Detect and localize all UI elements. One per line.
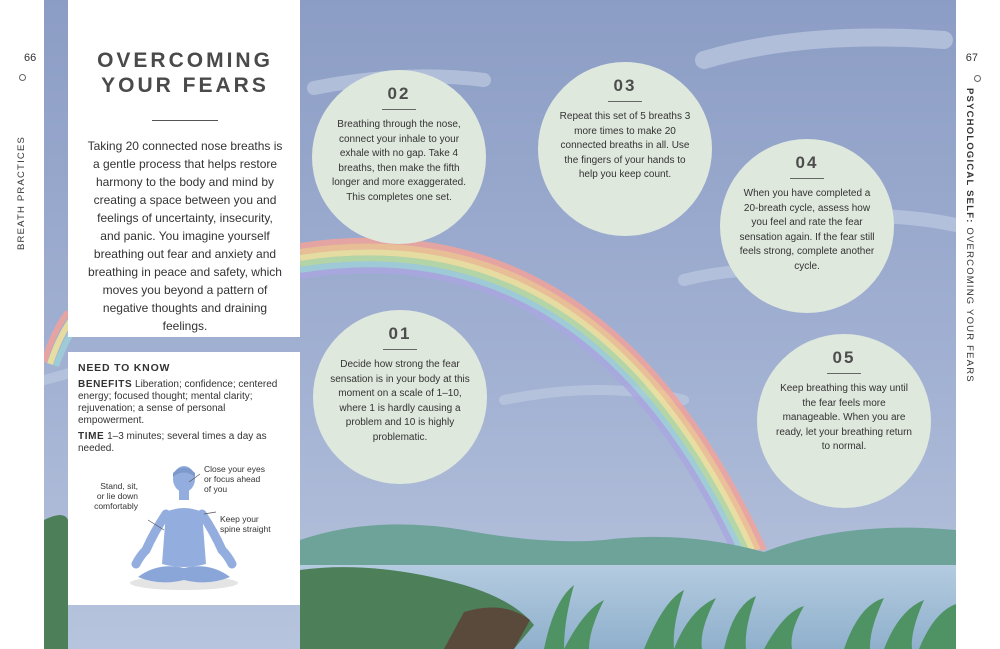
- step-text: Breathing through the nose, connect your inhale to your exhale with no gap. Take 4 breaths, then make the fifth longer and more exaggerated. This completes one set.: [332, 119, 466, 203]
- right-margin: [956, 0, 1000, 649]
- need-to-know-panel: [68, 352, 300, 605]
- running-head-right-text: [964, 88, 975, 383]
- left-hillside: [44, 515, 68, 649]
- step-number: 02: [387, 84, 411, 103]
- step-text: Repeat this set of 5 breaths 3 more times to make 20 connected breaths in all. Use the fingers of your hands to help you keep count.: [559, 111, 691, 180]
- step-number: 01: [388, 324, 412, 343]
- time-label: TIME: [78, 431, 105, 442]
- bullet-circle-icon: [974, 75, 981, 82]
- step-number: 03: [613, 76, 637, 95]
- step-divider: [608, 101, 642, 102]
- step-circle-05: [757, 334, 931, 508]
- step-divider: [382, 109, 416, 110]
- step-text: When you have completed a 20-breath cycle, assess how you feel and rate the fear sensation again. If the fear still feels strong, complete another cycle.: [739, 188, 875, 272]
- page-number-left: 66: [24, 52, 37, 64]
- intro-text: Taking 20 connected nose breaths is a gentle process that helps restore harmony to the body and mind by creating a space between you and feelings of uncertainty, insecurity, and panic. You imagine yourself breathing out fear and anxiety and breathing in peace and safety, which moves you beyond a pattern of negative thoughts and draining feelings.: [87, 139, 283, 333]
- spine-label: Keep your spine straight: [220, 514, 271, 534]
- step-number: 05: [832, 348, 856, 367]
- benefits-label: BENEFITS: [78, 379, 133, 390]
- step-text: Decide how strong the fear sensation is in your body at this moment on a scale of 1–10, where 1 is hardly causing a problem and 10 is highly problematic.: [330, 359, 470, 443]
- running-head-left: [16, 60, 30, 250]
- bullet-circle-icon: [19, 74, 26, 81]
- eyes-label: Close your eyes or focus ahead of you: [204, 464, 265, 494]
- running-head-right-bold: PSYCHOLOGICAL SELF:: [964, 88, 975, 224]
- benefits-line: [78, 379, 290, 427]
- page-title: OVERCOMING YOUR FEARS: [97, 49, 273, 97]
- step-divider: [790, 178, 824, 179]
- meditation-figure: [68, 452, 300, 602]
- title-divider: [152, 120, 218, 121]
- need-to-know-title: NEED TO KNOW: [78, 362, 171, 374]
- step-circle-01: [313, 310, 487, 484]
- posture-label: Stand, sit, or lie down comfortably: [94, 481, 138, 511]
- step-text: Keep breathing this way until the fear feels more manageable. When you are ready, let your breathing return to normal.: [775, 383, 912, 452]
- step-circle-02: [312, 70, 486, 244]
- step-circle-04: [720, 139, 894, 313]
- benefits-text: Liberation; confidence; centered energy; focused thought; mental clarity; rejuvenation; a sense of personal empowerment.: [78, 379, 278, 426]
- page-number-right: 67: [965, 52, 978, 64]
- running-head-right-rest: OVERCOMING YOUR FEARS: [964, 223, 975, 383]
- step-number: 04: [795, 153, 819, 172]
- step-divider: [383, 349, 417, 350]
- step-circle-03: [538, 62, 712, 236]
- running-head-left-text: BREATH PRACTICES: [16, 135, 27, 250]
- step-divider: [827, 373, 861, 374]
- intro-panel: [68, 0, 300, 337]
- time-text: 1–3 minutes; several times a day as needed.: [78, 431, 267, 454]
